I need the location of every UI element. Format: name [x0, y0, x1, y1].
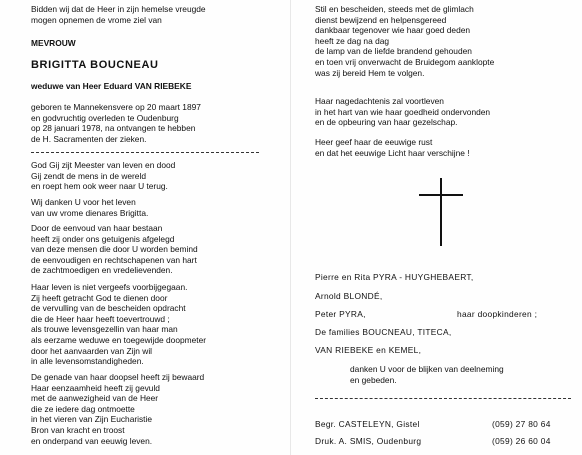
printer-name: Druk. A. SMIS, Oudenburg — [315, 436, 422, 446]
prayer-paragraph-5 — [31, 372, 204, 446]
verse-line: Haar nagedachtenis zal voortleven — [315, 96, 444, 106]
prayer-line: van deze mensen die door U worden bemind — [31, 244, 198, 255]
prayer-line: de vervulling van de bescheiden opdracht — [31, 303, 186, 314]
prayer-line: Wij danken U voor het leven — [31, 197, 136, 207]
prayer-line: en roept hem ook weer naar U terug. — [31, 181, 168, 192]
family-line-3: Peter PYRA, — [315, 309, 366, 319]
prayer-line: God Gij zijt Meester van leven en dood — [31, 160, 176, 170]
prayer-line: Gij zendt de mens in de wereld — [31, 170, 146, 181]
right-paragraph-2 — [315, 96, 490, 128]
prayer-paragraph-4 — [31, 282, 206, 367]
undertaker-name: Begr. CASTELEYN, Gistel — [315, 419, 420, 429]
family-line-4: De families BOUCNEAU, TITECA, — [315, 327, 452, 337]
prayer-line: Haar leven is niet vergeefs voorbijgegaan. — [31, 282, 188, 292]
prayer-paragraph-1 — [31, 160, 175, 192]
intro-line: mogen opnemen de vrome ziel van — [31, 14, 162, 25]
prayer-line: en onderpand van eeuwig leven. — [31, 435, 153, 446]
prayer-line: door het aanvaarden van Zijn wil — [31, 345, 153, 356]
birth-death-text — [31, 102, 201, 144]
verse-line: dienst bewijzend en helpensgereed — [315, 14, 447, 25]
prayer-line: van uw vrome dienares Brigitta. — [31, 207, 149, 218]
verse-line: was zij bereid Hem te volgen. — [315, 67, 425, 78]
family-line-1: Pierre en Rita PYRA - HUYGHEBAERT, — [315, 272, 474, 282]
deceased-name: BRIGITTA BOUCNEAU — [31, 59, 159, 71]
prayer-line: Door de eenvoud van haar bestaan — [31, 223, 163, 233]
verse-line: dankbaar tegenover wie haar goed deden — [315, 25, 471, 36]
prayer-line: als trouwe levensgezellin van haar man — [31, 324, 178, 335]
prayer-line: in het vieren van Zijn Eucharistie — [31, 414, 153, 425]
family-line-5: VAN RIEBEKE en KEMEL, — [315, 345, 422, 355]
right-paragraph-1 — [315, 4, 494, 78]
thanks-line: en gebeden. — [350, 374, 397, 385]
thanks-line: danken U voor de blijken van deelneming — [350, 364, 504, 374]
verse-line: de lamp van de liefde brandend gehouden — [315, 46, 472, 57]
prayer-line: de zachtmoedigen en vredelievenden. — [31, 265, 173, 276]
intro-text — [31, 4, 206, 25]
godchildren-label: haar doopkinderen ; — [457, 309, 538, 319]
verse-line: Stil en bescheiden, steeds met de glimlach — [315, 4, 474, 14]
prayer-line: De genade van haar doopsel heeft zij bewaard — [31, 372, 205, 382]
prayer-line: met de aanwezigheid van de Heer — [31, 393, 159, 404]
widow-line: weduwe van Heer Eduard VAN RIEBEKE — [31, 81, 192, 91]
right-paragraph-3 — [315, 137, 470, 158]
verse-line: en de opbeuring van haar gezelschap. — [315, 117, 458, 128]
prayer-line: Haar eenzaamheid heeft zij gevuld — [31, 382, 160, 393]
verse-line: heeft ze dag na dag — [315, 35, 390, 46]
prayer-paragraph-2 — [31, 197, 148, 218]
thanks-text — [350, 364, 504, 385]
verse-line: Heer geef haar de eeuwige rust — [315, 137, 433, 147]
divider — [315, 398, 571, 399]
cross-vertical-bar — [440, 178, 442, 246]
prayer-line: Zij heeft getracht God te dienen door — [31, 292, 168, 303]
prayer-paragraph-3 — [31, 223, 198, 276]
prayer-line: die de Heer haar heeft toevertrouwd ; — [31, 313, 170, 324]
honorific: MEVROUW — [31, 38, 76, 48]
undertaker-phone: (059) 27 80 64 — [492, 419, 551, 429]
prayer-line: als eerzame weduwe en toegewijde doopmeter — [31, 334, 207, 345]
verse-line: in het hart van wie haar goedheid ondervonden — [315, 106, 491, 117]
birth-death-line: geboren te Mannekensvere op 20 maart 1897 — [31, 102, 201, 112]
divider — [31, 152, 259, 153]
verse-line: en toen vrij onverwacht de Bruidegom aanklopte — [315, 56, 495, 67]
birth-death-line: op 28 januari 1978, na ontvangen te hebben — [31, 123, 196, 134]
prayer-line: heeft zij onder ons getuigenis afgelegd — [31, 233, 175, 244]
printer-phone: (059) 26 60 04 — [492, 436, 551, 446]
prayer-line: Bron van kracht en troost — [31, 424, 125, 435]
birth-death-line: en godvruchtig overleden te Oudenburg — [31, 112, 179, 123]
card-fold — [290, 0, 291, 455]
family-line-2: Arnold BLONDÉ, — [315, 291, 383, 301]
birth-death-line: de H. Sacramenten der zieken. — [31, 133, 147, 144]
cross-horizontal-bar — [419, 194, 463, 196]
prayer-line: de eenvoudigen en rechtschapenen van hart — [31, 254, 197, 265]
prayer-line: in alle levensomstandigheden. — [31, 356, 144, 367]
prayer-line: die ze iedere dag ontmoette — [31, 403, 135, 414]
intro-line: Bidden wij dat de Heer in zijn hemelse vreugde — [31, 4, 206, 14]
verse-line: en dat het eeuwige Licht haar verschijne ! — [315, 147, 470, 158]
